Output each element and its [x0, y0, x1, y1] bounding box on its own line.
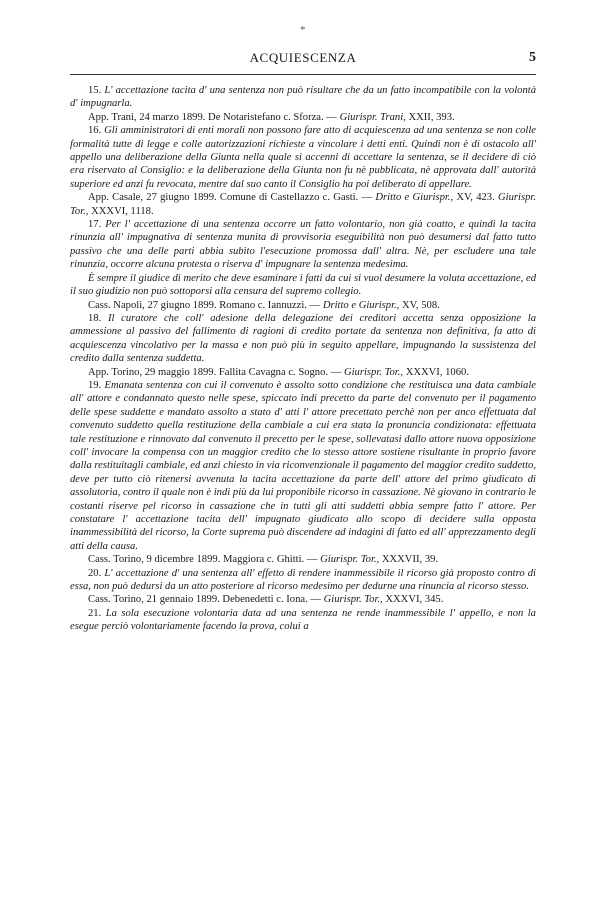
citation-volume: XV, 508. [402, 299, 440, 311]
citation-journal: Giurispr. Tor., [320, 554, 380, 566]
citation-court: App. Trani, 24 marzo 1899. De Notaristefano c. Sforza. — [88, 111, 337, 123]
citation-volume: XXXVI, 1118. [91, 205, 154, 217]
entry-16 [70, 124, 536, 191]
entry-text: Il curatore che coll' adesione della delegazione dei creditori accetta senza opposizione la ammessione al passivo del fallimento di ragioni di credito portate da sentenza non definitiva, fa atto di acquiescenza vincolativo per la massa e non può più in seguito appellare, impugnando la sussistenza del credito dalla sentenza suddetta. [70, 312, 536, 365]
citation [70, 593, 536, 606]
citation-volume: XXXVI, 345. [385, 594, 444, 606]
citation-journal: Giurispr. Tor., [323, 594, 383, 606]
entry-text: Emanata sentenza con cui il convenuto è assolto sotto condizione che restituisca una data cambiale all' attore e condannato questo nelle spese, spiccato indi precetto da parte del convenuto per il pagamento delle spese suddette e mandato assolto a stato d' atti l' attore precettato perchè non per anco effettuata dal convenuto suddetto quella restituzione della cambiale a cui era stata la pronuncia condizionata: effettuata tale restituzione e rinnovato dal convenuto il precetto per le spese, sollevatasi dallo attore nuova opposizione coll' invocare la compensa con un maggior credito che lo stesso attore sostiene risultante in proprio favore dalla restituitagli cambiale, ed anzi chiesto in via riconvenzionale il pagamento del maggior credito suddetto, deve per tutto ciò ritenersi avvenuta la tacita accettazione da parte dell' attore del primo giudicato di assolutoria, contro il quale non è indi più da lui proponibile ricorso in cassazione. Nè giovano in contrario le costanti riserve pel ricorso in cassazione che in tutti gli atti suddetti abbia sempre fatto l' attore. Per constatare l' accettazione tacita dell' impugnato giudicato allo scopo di decidere sulla opposta inammessibilità del ricorso, la Corte suprema può discendere ad indagini di fatto ed all' apprezzamento degli atti della causa. [70, 379, 536, 552]
citation [70, 299, 536, 312]
citation-court: App. Torino, 29 maggio 1899. Fallita Cavagna c. Sogno. — [88, 366, 342, 378]
citation-journal: Dritto e Giurispr., [375, 192, 454, 204]
entry-number: 19. [88, 379, 102, 391]
entry-17 [70, 218, 536, 272]
entry-20 [70, 567, 536, 594]
citation [70, 191, 536, 218]
entry-15 [70, 84, 536, 111]
citation [70, 111, 536, 124]
entry-text: L' accettazione tacita d' una sentenza non può risultare che da un fatto incompatibile con la volontà d' impugnarla. [70, 85, 536, 110]
entry-19 [70, 379, 536, 553]
citation-court: App. Casale, 27 giugno 1899. Comune di Castellazzo c. Gasti. — [88, 192, 373, 204]
page-header [70, 50, 536, 75]
entry-text: È sempre il giudice di merito che deve esaminare i fatti da cui si vuol desumere la voluta accettazione, ed il suo giudizio non può sottoporsi alla censura del supremo collegio. [70, 272, 536, 298]
page-body [70, 84, 536, 634]
page-number: 5 [529, 50, 536, 65]
entry-18 [70, 312, 536, 366]
citation-court: Cass. Torino, 9 dicembre 1899. Maggiora c. Ghitti. — [88, 554, 318, 566]
citation [70, 366, 536, 379]
entry-number: 20. [88, 567, 102, 579]
entry-number: 16. [88, 125, 102, 137]
entry-text: La sola esecuzione volontaria data ad una sentenza ne rende inammessibile l' appello, e non la esegue perciò volontariamente facendo la prova, colui a [70, 607, 536, 633]
citation-journal: Giurispr. Tor., [70, 192, 537, 217]
entry-text: L' accettazione d' una sentenza all' effetto di rendere inammessibile il ricorso già proposto contro di essa, non può dedursi da un atto posteriore al ricorso medesimo per dedurne una rinuncia al ricorso stesso. [70, 567, 536, 593]
entry-number: 17. [88, 219, 102, 231]
entry-text: Per l' accettazione di una sentenza occorre un fatto volontario, non già coatto, e quindi la tacita rinunzia all' impugnativa di sentenza munita di provvisoria eseguibilità non può desumersi dal fatto tutto passivo che una delle parti abbia subìto l'esecuzione promossa dall' altra. Nè, per escludere una tale rinunzia, occorre alcuna protesta o riserva d' impugnare la sentenza medesima. [70, 219, 536, 271]
citation-volume: XXXVI, 1060. [405, 366, 469, 378]
entry-number: 15. [88, 85, 102, 96]
citation-journal: Dritto e Giurispr., [322, 299, 400, 311]
citation-volume: XXII, 393. [408, 111, 455, 123]
top-mark: * [300, 24, 306, 36]
citation-court: Cass. Torino, 21 gennaio 1899. Debenedetti c. Iona. — [88, 594, 321, 606]
citation-volume: XV, 423. [456, 192, 495, 204]
citation-volume: XXXVII, 39. [381, 554, 439, 566]
entry-number: 21. [88, 607, 102, 619]
entry-number: 18. [88, 312, 102, 324]
entry-17-continued [70, 272, 536, 299]
citation [70, 553, 536, 566]
citation-court: Cass. Napoli, 27 giugno 1899. Romano c. Iannuzzi. — [88, 299, 321, 311]
citation-journal: Giurispr. Tor., [343, 366, 404, 378]
entry-21 [70, 607, 536, 634]
entry-text: Gli amministratori di enti morali non possono fare atto di acquiescenza ad una sentenza se non colle formalità tutte di legge e colle autorizzazioni richieste a vincolare i detti enti. Quindi non è di ostacolo all' appello una deliberazione della Giunta nella quale si accenni di accettare la sentenza, se il decidere di ciò era riservato al Consiglio: e la deliberazione della Giunta non fu nè pubblicata, nè approvata dall' autorità superiore ed anzi fu revocata, mentre dal suo canto il Consiglio ha poi deliberato di appellare. [70, 125, 536, 190]
running-title: ACQUIESCENZA [249, 50, 357, 65]
citation-journal: Giurispr. Trani, [339, 111, 406, 123]
